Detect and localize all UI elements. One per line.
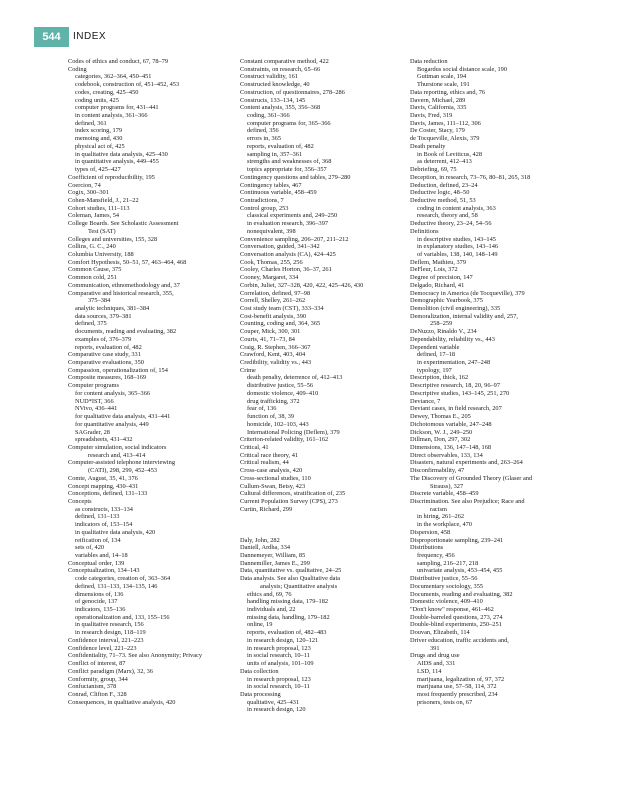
index-column-2 — [240, 58, 405, 714]
index-entry: indicators, 135–136 — [75, 606, 126, 614]
index-entry: Cooley, Charles Horton, 36–37, 261 — [240, 266, 332, 274]
index-entry: index scoring, 179 — [75, 127, 123, 135]
index-entry: NVivo, 436–441 — [75, 405, 118, 413]
index-entry: categories, 362–364, 450–451 — [75, 73, 152, 81]
index-entry: defined, 17–18 — [417, 351, 456, 359]
index-entry: Dillman, Don, 297, 302 — [410, 436, 471, 444]
index-entry: death penalty, deterrence of, 412–413 — [247, 374, 343, 382]
index-entry: Dimensions, 136, 147–148, 168 — [410, 443, 492, 451]
index-entry: Coleman, James, 54 — [68, 212, 120, 220]
index-entry: Crawford, Kent, 403, 404 — [240, 351, 306, 359]
index-entry: de Tocqueville, Alexis, 379 — [410, 135, 480, 143]
index-entry: in research proposal, 123 — [247, 675, 311, 683]
index-entry: in social research, 10–11 — [247, 683, 310, 691]
index-entry: Cost-benefit analysis, 390 — [240, 312, 307, 320]
index-entry: Cooney, Margaret, 334 — [240, 274, 299, 282]
index-entry: Davis, California, 335 — [410, 104, 467, 112]
index-entry: indicators of, 153–154 — [75, 521, 133, 529]
index-entry: Cross-case analysis, 420 — [240, 467, 303, 475]
index-entry: of variables, 138, 140, 148–149 — [417, 250, 498, 258]
index-entry: strengths and weaknesses of, 368 — [247, 158, 332, 166]
index-entry: Delgado, Richard, 41 — [410, 281, 465, 289]
index-entry: Dannemeyer, William, 85 — [240, 552, 306, 559]
index-entry: Counting, coding and, 364, 365 — [240, 320, 321, 328]
section-gap — [240, 529, 405, 537]
index-entry: frequency, 456 — [417, 552, 455, 559]
index-entry: Debriefing, 69, 75 — [410, 166, 457, 174]
index-entry: Cohort studies, 111–113 — [68, 204, 130, 212]
index-entry: Dispersion, 458 — [410, 528, 451, 536]
index-entry: Cogix, 300–301 — [68, 189, 109, 197]
index-entry: Death penalty — [410, 142, 446, 150]
index-entry: Cullum-Swan, Betsy, 423 — [240, 482, 306, 490]
index-entry: sets of, 420 — [75, 544, 105, 552]
index-column-1 — [68, 58, 233, 706]
index-entry: in qualitative data analysis, 425–430 — [75, 150, 168, 158]
index-entry: Criterion-related validity, 161–162 — [240, 436, 329, 444]
index-entry: Conflict of interest, 87 — [68, 660, 126, 668]
index-entry: codes, creating, 425–450 — [75, 88, 139, 96]
index-entry: coding in content analysis, 363 — [417, 204, 496, 212]
index-entry: Daniell, Ardha, 334 — [240, 544, 291, 552]
index-entry: ethics and, 69, 76 — [247, 590, 292, 598]
index-entry: Demolition (civil engineering), 335 — [410, 305, 501, 312]
index-entry: Dependent variable — [410, 343, 460, 351]
index-entry: dimensions of, 136 — [75, 590, 124, 598]
index-entry: Deviance, 7 — [410, 397, 441, 405]
index-entry: Deductive method, 51, 53 — [410, 196, 476, 204]
index-entry: most frequently prescribed, 234 — [417, 690, 498, 698]
index-entry: research, theory and, 58 — [417, 212, 478, 220]
index-entry: in research design, 120–121 — [247, 636, 319, 644]
index-entry: Coercion, 74 — [68, 181, 101, 189]
index-entry: topics appropriate for, 356–357 — [247, 166, 327, 174]
index-entry: examples of, 376–379 — [75, 335, 132, 343]
index-entry: memoing and, 430 — [75, 135, 123, 143]
index-entry: Confidence level, 221–223 — [68, 644, 137, 652]
index-entry: Double-blind experiments, 250–251 — [410, 621, 502, 629]
index-entry: handling missing data, 179–182 — [247, 598, 329, 606]
index-entry: Double-barreled questions, 273, 274 — [410, 613, 503, 621]
index-entry: Common Cause, 375 — [68, 266, 122, 274]
index-entry: types of, 425–427 — [75, 166, 121, 174]
index-entry: Description, thick, 162 — [410, 374, 469, 382]
index-entry: Driver education, traffic accidents and, — [410, 636, 509, 644]
index-entry: Descriptive research, 18, 20, 96–97 — [410, 382, 501, 390]
index-entry: in quantitative analysis, 449–455 — [75, 158, 159, 166]
index-entry: prisoners, tests on, 67 — [417, 698, 473, 706]
index-entry: univariate analysis, 453–454, 455 — [417, 567, 503, 575]
index-entry: function of, 38, 39 — [247, 413, 295, 421]
index-entry: Dickson, W. J., 249–250 — [410, 428, 473, 436]
index-entry: domestic violence, 409–410 — [247, 389, 319, 397]
index-entry: Disconfirmability, 47 — [410, 467, 465, 475]
index-entry: Current Population Survey (CPS), 273 — [240, 497, 338, 505]
index-entry: Conversation analysis (CA), 424–425 — [240, 250, 336, 258]
index-entry: Test (SAT) — [88, 227, 116, 235]
index-entry: marijuana use, 57–58, 114, 372 — [417, 683, 497, 691]
index-entry: computer programs for, 365–366 — [247, 119, 331, 127]
index-entry: "Don't know" response, 461–462 — [410, 606, 494, 614]
index-entry: homicide, 102–103, 443 — [247, 420, 309, 428]
index-entry: data sources, 379–381 — [75, 312, 132, 320]
index-entry: in Book of Leviticus, 428 — [417, 150, 483, 158]
index-entry: Computer-assisted telephone interviewing — [68, 459, 175, 467]
index-entry: Conrad, Clifton F., 328 — [68, 690, 127, 698]
index-entry: Common cold, 251 — [68, 274, 117, 282]
index-entry: Guttman scale, 194 — [417, 73, 467, 81]
index-entry: LSD, 114 — [417, 667, 442, 675]
index-entry: Critical realism, 44 — [240, 459, 289, 467]
index-entry: Dannemiller, James E., 299 — [240, 559, 310, 567]
index-entry: defined, 131–133 — [75, 513, 120, 521]
index-entry: Deductive logic, 48–50 — [410, 189, 470, 197]
index-entry: Cost study team (CST), 333–334 — [240, 305, 324, 312]
index-entry: The Discovery of Grounded Theory (Glaser and — [410, 474, 533, 482]
index-entry: Conceptualization, 134–143 — [68, 567, 140, 575]
index-entry: Degree of precision, 147 — [410, 274, 473, 282]
index-entry: International Policing (Deflem), 379 — [247, 428, 340, 436]
index-entry: analytic techniques, 381–384 — [75, 305, 150, 312]
index-entry: computer programs for, 431–441 — [75, 104, 159, 112]
index-entry: reports, evaluation of, 482 — [247, 142, 314, 150]
index-entry: for content analysis, 365–366 — [75, 389, 151, 397]
index-entry: De Coster, Stacy, 179 — [410, 127, 465, 135]
index-entry: nonequivalent, 398 — [247, 227, 296, 235]
index-entry: Thurstone scale, 191 — [417, 81, 470, 89]
index-entry: Constant comparative method, 422 — [240, 58, 329, 65]
index-entry: 391 — [430, 644, 440, 652]
index-entry: sampling in, 357–361 — [247, 150, 303, 158]
index-entry: Data reporting, ethics and, 76 — [410, 88, 486, 96]
index-entry: Curtin, Richard, 299 — [240, 505, 293, 513]
index-entry: Confidence interval, 221–223 — [68, 636, 144, 644]
index-entry: Crime — [240, 366, 256, 374]
index-entry: (CATI), 298, 299, 452–453 — [88, 467, 158, 475]
index-entry: Deflem, Mathieu, 379 — [410, 258, 467, 266]
index-entry: NUD*IST, 366 — [75, 397, 114, 405]
index-entry: missing data, handling, 179–182 — [247, 613, 330, 621]
index-entry: in the workplace, 470 — [417, 521, 472, 529]
index-entry: codebook, construction of, 451–452, 453 — [75, 81, 180, 89]
index-entry: Colleges and universities, 155, 328 — [68, 235, 158, 243]
index-entry: Correll, Shelley, 261–262 — [240, 297, 306, 305]
index-entry: as constructs, 133–134 — [75, 505, 133, 513]
index-entry: Coefficient of reproducibility, 195 — [68, 173, 155, 181]
index-entry: Contingency questions and tables, 279–280 — [240, 173, 351, 181]
index-entry: for quantitative analysis, 449 — [75, 420, 149, 428]
index-entry: Correlation, defined, 97–98 — [240, 289, 311, 297]
index-entry: Confucianism, 378 — [68, 683, 117, 691]
index-entry: Columbia University, 188 — [68, 250, 134, 258]
index-entry: Confidentiality, 71–73. See also Anonymity; Privacy — [68, 652, 203, 660]
index-entry: spreadsheets, 431–432 — [75, 436, 133, 444]
index-entry: Deductive theory, 23–24, 54–56 — [410, 220, 492, 228]
index-entry: Deception, in research, 73–76, 80–81, 265, 318 — [410, 173, 531, 181]
index-entry: Courts, 41, 71–73, 84 — [240, 335, 295, 343]
index-entry: Continuous variable, 458–459 — [240, 189, 317, 197]
index-entry: Strauss), 327 — [430, 482, 464, 490]
index-entry: Comparative case study, 331 — [68, 351, 141, 359]
index-entry: Construction, of questionnaires, 278–286 — [240, 88, 345, 96]
index-entry: Composite measures, 168–169 — [68, 374, 147, 382]
page-number-badge: 544 — [34, 27, 69, 47]
index-entry: Davis, Fred, 319 — [410, 112, 453, 120]
index-entry: Contingency tables, 467 — [240, 181, 302, 189]
index-entry: Convenience sampling, 206–207, 211–212 — [240, 235, 349, 243]
index-entry: DeNuzzo, Rinaldo V., 234 — [410, 328, 477, 336]
index-entry: Couper, Mick, 300, 301 — [240, 328, 301, 336]
index-entry: in content analysis, 361–366 — [75, 112, 148, 120]
index-entry: reports, evaluation of, 482 — [75, 343, 142, 351]
index-entry: Deduction, defined, 23–24 — [410, 181, 478, 189]
index-entry: Distributive justice, 55–56 — [410, 575, 478, 583]
index-entry: Content analysis, 355, 356–368 — [240, 104, 321, 112]
index-entry: defined, 361 — [75, 119, 107, 127]
index-entry: Disasters, natural experiments and, 263–264 — [410, 459, 523, 467]
index-entry: Cohen-Mansfield, J., 21–22 — [68, 196, 139, 204]
index-entry: in descriptive studies, 143–145 — [417, 235, 496, 243]
index-entry: Direct observables, 133, 134 — [410, 451, 483, 459]
index-entry: fear of, 136 — [247, 405, 277, 413]
index-entry: Cultural differences, stratification of, 235 — [240, 490, 346, 498]
index-entry: Constructed knowledge, 40 — [240, 81, 310, 89]
index-entry: Bogardus social distance scale, 190 — [417, 65, 508, 73]
index-entry: variables and, 14–18 — [75, 552, 128, 559]
index-entry: physical act of, 425 — [75, 142, 125, 150]
index-entry: Disproportionate sampling, 239–241 — [410, 536, 504, 544]
index-entry: Davis, James, 111–112, 306 — [410, 119, 481, 127]
index-entry: in research design, 118–119 — [75, 629, 146, 637]
index-entry: operationalization and, 133, 155–156 — [75, 613, 170, 621]
index-entry: for qualitative data analysis, 431–441 — [75, 413, 171, 421]
index-entry: Douvan, Elizabeth, 114 — [410, 629, 470, 637]
section-gap — [240, 513, 405, 521]
index-entry: College Boards. See Scholastic Assessment — [68, 220, 179, 228]
index-entry: Daly, John, 282 — [240, 536, 280, 544]
index-entry: in evaluation research, 396–397 — [247, 220, 329, 228]
index-entry: Cook, Thomas, 255, 256 — [240, 258, 303, 266]
index-entry: classical experiments and, 249–250 — [247, 212, 338, 220]
index-entry: Data reduction — [410, 58, 448, 65]
index-entry: errors in, 365 — [247, 135, 282, 143]
index-entry: Data analysis. See also Qualitative data — [240, 575, 341, 583]
index-entry: as deterrent, 412–413 — [417, 158, 472, 166]
index-entry: analysis; Quantitative analysis — [260, 582, 338, 590]
index-entry: in social research, 10–11 — [247, 652, 310, 660]
index-entry: Concept mapping, 430–431 — [68, 482, 139, 490]
index-entry: Cross-sectional studies, 110 — [240, 474, 311, 482]
index-entry: online, 19 — [247, 621, 273, 629]
index-entry: Conceptions, defined, 131–133 — [68, 490, 148, 498]
index-entry: 375–384 — [88, 297, 111, 305]
index-entry: Discrimination. See also Prejudice; Race and — [410, 497, 525, 505]
index-entry: DeFleur, Lois, 372 — [410, 266, 458, 274]
index-entry: of genocide, 137 — [75, 598, 118, 606]
index-entry: code categories, creation of, 363–364 — [75, 575, 171, 583]
index-entry: defined, 131–133, 134–135, 146 — [75, 582, 158, 590]
index-entry: Democracy in America (de Tocqueville), 379 — [410, 289, 525, 297]
index-entry: in hiring, 261–262 — [417, 513, 465, 521]
index-entry: Discrete variable, 458–459 — [410, 490, 479, 498]
index-entry: Descriptive studies, 143–145, 251, 270 — [410, 389, 510, 397]
index-entry: Definitions — [410, 227, 439, 235]
index-entry: Collins, G. C., 240 — [68, 243, 116, 251]
index-entry: documents, reading and evaluating, 382 — [75, 328, 177, 336]
index-entry: qualitative, 425–431 — [247, 698, 300, 706]
index-entry: Coding — [68, 65, 87, 73]
index-entry: in research proposal, 123 — [247, 644, 311, 652]
index-entry: 258–259 — [430, 320, 453, 328]
index-entry: Conversation, guided, 341–342 — [240, 243, 320, 251]
index-entry: Construct validity, 161 — [240, 73, 298, 81]
section-gap — [240, 521, 405, 529]
index-entry: defined, 375 — [75, 320, 107, 328]
index-entry: Control group, 253 — [240, 204, 289, 212]
index-entry: SAGrader, 28 — [75, 428, 110, 436]
index-entry: defined, 356 — [247, 127, 279, 135]
index-entry: Demoralization, internal validity and, 257, — [410, 312, 518, 320]
index-entry: Comte, August, 35, 41, 376 — [68, 474, 138, 482]
index-entry: Data processing — [240, 690, 281, 698]
index-entry: Consequences, in qualitative analysis, 420 — [68, 698, 176, 706]
index-entry: Corbin, Juliet, 327–328, 420, 422, 425–426, 430 — [240, 281, 364, 289]
index-entry: Drugs and drug use — [410, 652, 460, 660]
index-entry: typology, 197 — [417, 366, 452, 374]
index-entry: Dependability, reliability vs., 443 — [410, 335, 495, 343]
index-entry: in explanatory studies, 143–146 — [417, 243, 499, 251]
index-entry: individuals and, 22 — [247, 606, 296, 614]
index-entry: Communication, ethnomethodology and, 37 — [68, 281, 180, 289]
index-entry: Constraints, on research, 65–66 — [240, 65, 321, 73]
index-entry: Distributions — [410, 544, 444, 552]
running-head: INDEX — [73, 31, 107, 42]
index-entry: distributive justice, 55–56 — [247, 382, 314, 390]
index-column-3 — [410, 58, 575, 706]
index-entry: Critical, 41 — [240, 443, 269, 451]
index-entry: Documents, reading and evaluating, 382 — [410, 590, 513, 598]
index-entry: Comparative and historical research, 355, — [68, 289, 174, 297]
index-entry: drug trafficking, 372 — [247, 397, 300, 405]
index-entry: in qualitative research, 156 — [75, 621, 144, 629]
index-entry: Compassion, operationalization of, 154 — [68, 366, 168, 374]
index-entry: reification of, 134 — [75, 536, 121, 544]
index-entry: in research design, 120 — [247, 706, 306, 714]
index-entry: Data, quantitative vs. qualitative, 24–25 — [240, 567, 342, 575]
index-entry: Concepts — [68, 497, 92, 505]
index-entry: Comfort Hypothesis, 50–51, 57, 463–464, 468 — [68, 258, 187, 266]
index-entry: in experimentation, 247–248 — [417, 359, 491, 367]
index-entry: Contradictions, 7 — [240, 196, 284, 204]
index-entry: Conformity, group, 344 — [68, 675, 128, 683]
index-entry: Codes of ethics and conduct, 67, 78–79 — [68, 58, 169, 65]
index-entry: Conflict paradigm (Marx), 32, 36 — [68, 667, 153, 675]
index-entry: reports, evaluation of, 482–483 — [247, 629, 327, 637]
index-entry: Dewey, Thomas E., 205 — [410, 413, 471, 421]
index-entry: Deviant cases, in field research, 207 — [410, 405, 502, 413]
index-entry: Domestic violence, 409–410 — [410, 598, 483, 606]
index-entry: racism — [430, 505, 447, 513]
index-entry: Computer simulation, social indicators — [68, 443, 167, 451]
index-entry: Constructs, 133–134, 145 — [240, 96, 306, 104]
index-entry: in qualitative data analysis, 420 — [75, 528, 156, 536]
index-entry: Demographic Yearbook, 375 — [410, 297, 483, 305]
index-entry: Comparative evaluations, 350 — [68, 359, 144, 367]
index-entry: Computer programs — [68, 382, 119, 390]
index-entry: coding units, 425 — [75, 96, 119, 104]
index-entry: units of analysis, 101–109 — [247, 660, 314, 668]
index-entry: Documentary sociology, 355 — [410, 582, 484, 590]
index-entry: Dichotomous variable, 247–248 — [410, 420, 492, 428]
index-entry: coding, 361–366 — [247, 112, 290, 120]
index-entry: Craig, R. Stephen, 366–367 — [240, 343, 311, 351]
index-entry: Critical race theory, 41 — [240, 451, 299, 459]
index-entry: research and, 413–414 — [88, 451, 146, 459]
index-entry: marijuana, legalization of, 97, 372 — [417, 675, 505, 683]
index-entry: Credibility, validity vs., 443 — [240, 359, 312, 367]
index-entry: sampling, 216–217, 218 — [417, 559, 479, 567]
page-header — [0, 0, 636, 64]
index-entry: Conceptual order, 139 — [68, 559, 125, 567]
index-entry: Davern, Michael, 289 — [410, 96, 466, 104]
index-entry: Data collection — [240, 667, 279, 675]
index-entry: AIDS and, 331 — [417, 660, 456, 668]
